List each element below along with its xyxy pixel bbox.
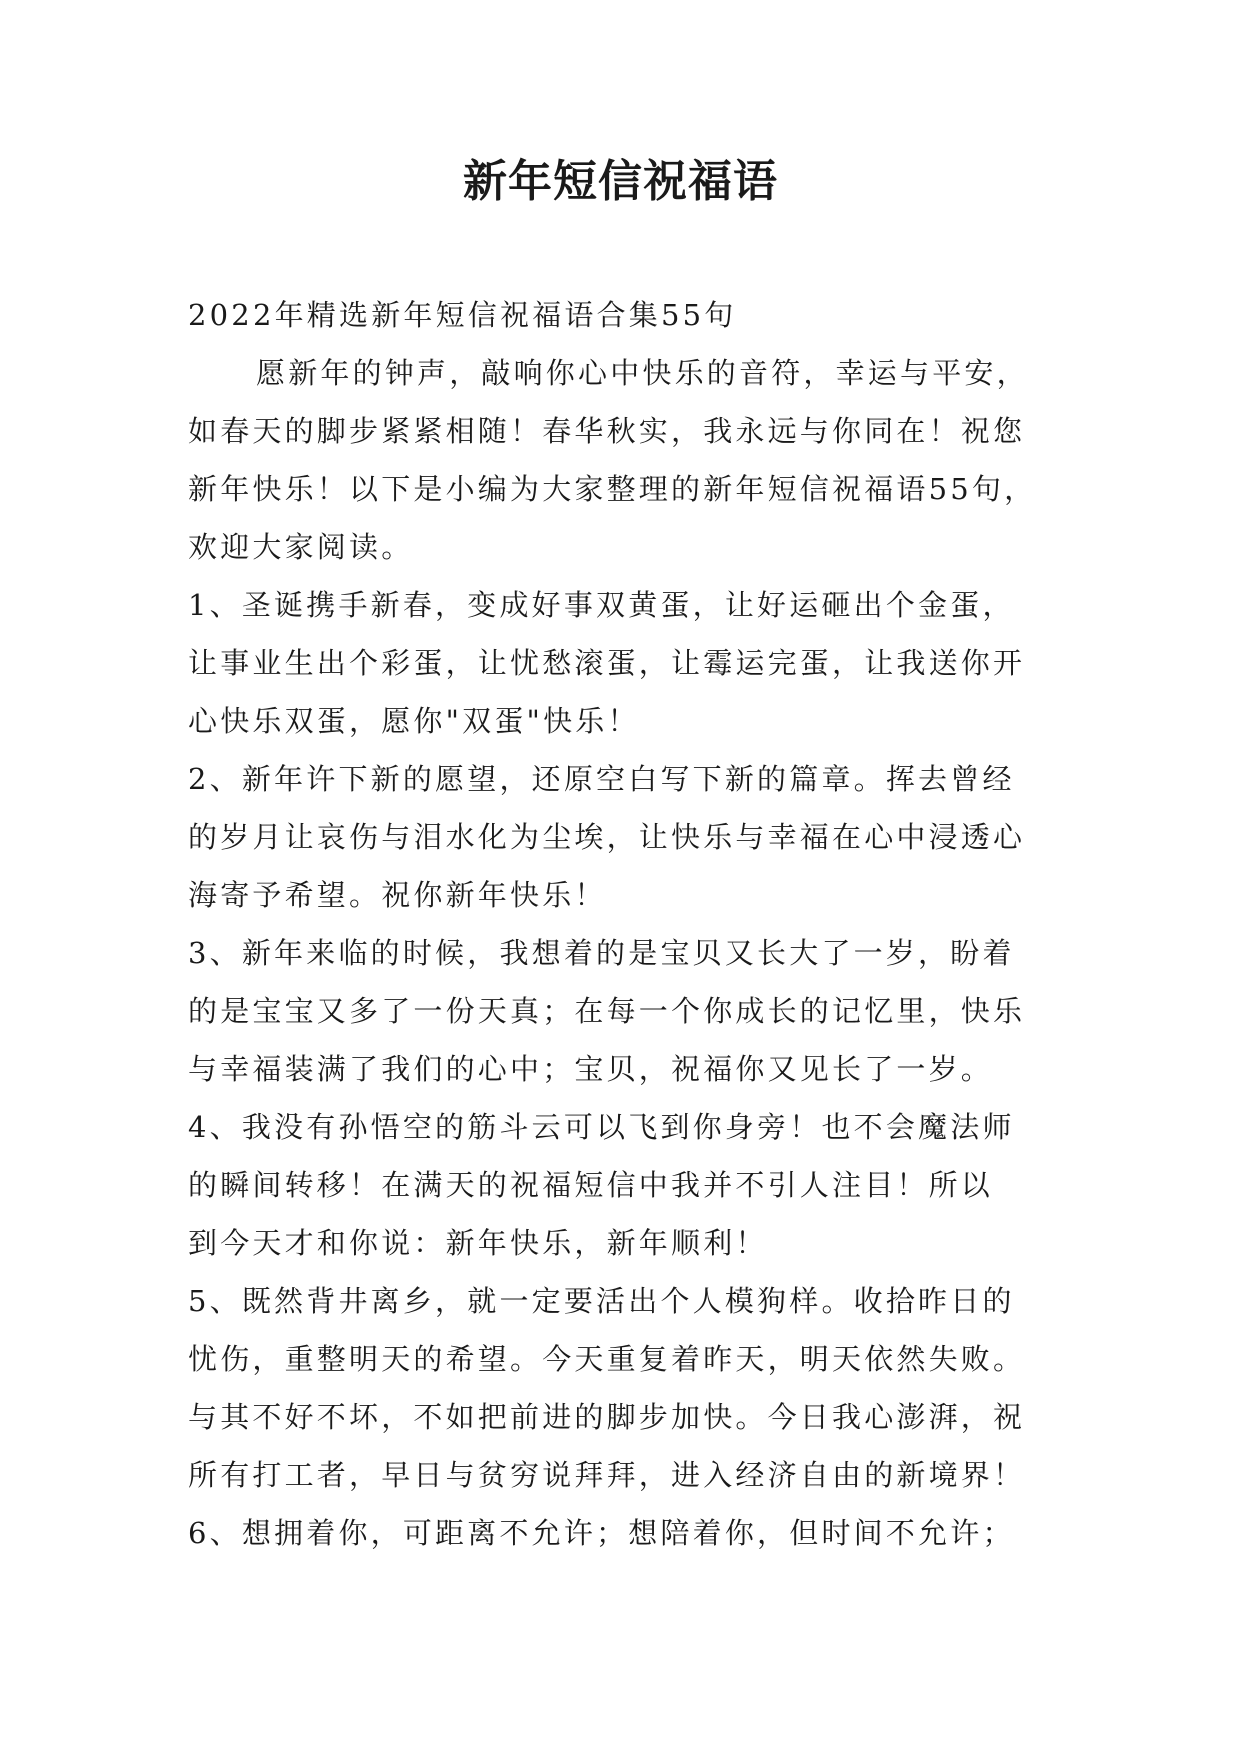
paragraph-line: 的岁月让哀伤与泪水化为尘埃，让快乐与幸福在心中浸透心 — [188, 820, 1026, 854]
paragraph-line: 1、圣诞携手新春，变成好事双黄蛋，让好运砸出个金蛋， — [188, 588, 1015, 622]
paragraph-line: 的瞬间转移！在满天的祝福短信中我并不引人注目！所以 — [188, 1168, 994, 1202]
paragraph-line: 心快乐双蛋，愿你"双蛋"快乐！ — [188, 704, 640, 738]
document-body — [188, 291, 1068, 1567]
paragraph-line: 4、我没有孙悟空的筋斗云可以飞到你身旁！也不会魔法师 — [188, 1110, 1015, 1144]
paragraph-line: 所有打工者，早日与贫穷说拜拜，进入经济自由的新境界！ — [188, 1458, 1026, 1492]
intro-line: 如春天的脚步紧紧相随！春华秋实，我永远与你同在！祝您 — [188, 414, 1026, 448]
paragraph-line: 3、新年来临的时候，我想着的是宝贝又长大了一岁，盼着 — [188, 936, 1015, 970]
intro-line: 愿新年的钟声，敲响你心中快乐的音符，幸运与平安， — [256, 356, 1029, 390]
paragraph-line: 与其不好不坏，不如把前进的脚步加快。今日我心澎湃，祝 — [188, 1400, 1026, 1434]
intro-line: 新年快乐！以下是小编为大家整理的新年短信祝福语55句， — [188, 472, 1037, 506]
paragraph-line: 2、新年许下新的愿望，还原空白写下新的篇章。挥去曾经 — [188, 762, 1015, 796]
paragraph-line: 6、想拥着你，可距离不允许；想陪着你，但时间不允许； — [188, 1516, 1015, 1550]
paragraph-line: 到今天才和你说：新年快乐，新年顺利！ — [188, 1226, 768, 1260]
intro-line: 欢迎大家阅读。 — [188, 530, 414, 564]
document-title: 新年短信祝福语 — [463, 156, 778, 207]
paragraph-line: 海寄予希望。祝你新年快乐！ — [188, 878, 607, 912]
paragraph-line: 5、既然背井离乡，就一定要活出个人模狗样。收拾昨日的 — [188, 1284, 1015, 1318]
paragraph-line: 与幸福装满了我们的心中；宝贝，祝福你又见长了一岁。 — [188, 1052, 994, 1086]
paragraph-line: 忧伤，重整明天的希望。今天重复着昨天，明天依然失败。 — [188, 1342, 1026, 1376]
subtitle-line: 2022年精选新年短信祝福语合集55句 — [188, 298, 737, 332]
paragraph-line: 的是宝宝又多了一份天真；在每一个你成长的记忆里，快乐 — [188, 994, 1026, 1028]
paragraph-line: 让事业生出个彩蛋，让忧愁滚蛋，让霉运完蛋，让我送你开 — [188, 646, 1026, 680]
